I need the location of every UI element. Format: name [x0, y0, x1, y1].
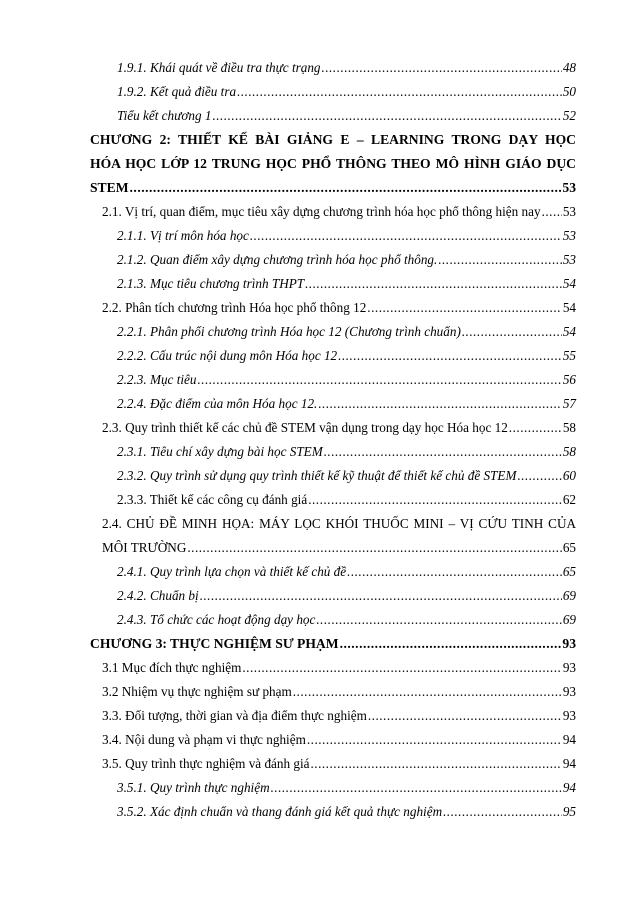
toc-entry-text: 2.2.2. Cấu trúc nội dung môn Hóa học 12 [117, 348, 338, 363]
leader-dots [271, 776, 562, 800]
toc-entry-2-2-4[interactable] [117, 392, 576, 416]
leader-dots [509, 416, 562, 440]
toc-entry-2-2-3[interactable] [117, 368, 576, 392]
leader-dots [318, 392, 561, 416]
toc-entry-text: 3.2 Nhiệm vụ thực nghiệm sư phạm [102, 684, 292, 699]
leader-dots [308, 488, 562, 512]
toc-entry-3-5-2[interactable] [117, 800, 576, 824]
toc-page-number: 62 [562, 492, 576, 507]
toc-entry-text: MÔI TRƯỜNG [102, 540, 187, 555]
toc-page-number: 65 [562, 540, 576, 555]
toc-entry-3-2[interactable] [102, 680, 576, 704]
toc-entry-3-5[interactable] [102, 752, 576, 776]
toc-entry-text: 2.3.2. Quy trình sử dụng quy trình thiết kế kỹ thuật để thiết kế chủ đề STEM [117, 468, 517, 483]
leader-dots [322, 56, 562, 80]
toc-chapter-2-line-1[interactable]: CHƯƠNG 2: THIẾT KẾ BÀI GIẢNG E – LEARNING TRONG DẠY HỌC [90, 132, 576, 147]
toc-entry-2-3-3[interactable] [117, 488, 576, 512]
toc-entry-2-2[interactable] [102, 296, 576, 320]
toc-entry-3-3[interactable] [102, 704, 576, 728]
toc-entry-3-4[interactable] [102, 728, 576, 752]
toc-page-number: 54 [562, 276, 576, 291]
toc-entry-text: 1.9.2. Kết quả điều tra [117, 84, 237, 99]
toc-entry-1-9-2[interactable] [117, 80, 576, 104]
leader-dots [293, 680, 562, 704]
leader-dots [130, 176, 562, 200]
toc-page-number: 53 [562, 252, 576, 267]
leader-dots [242, 656, 561, 680]
toc-entry-text: 2.3.1. Tiêu chí xây dựng bài học STEM [117, 444, 323, 459]
toc-entry-text: 3.5.1. Quy trình thực nghiệm [117, 780, 270, 795]
toc-entry-2-3[interactable] [102, 416, 576, 440]
toc-entry-text: 3.5.2. Xác định chuẩn và thang đánh giá kết quả thực nghiệm [117, 804, 443, 819]
toc-page-number: 53 [562, 204, 576, 219]
toc-entry-3-5-1[interactable] [117, 776, 576, 800]
toc-page-number: 69 [562, 588, 576, 603]
leader-dots [212, 104, 561, 128]
toc-entry-text: 2.2. Phân tích chương trình Hóa học phổ thông 12 [102, 300, 367, 315]
leader-dots [310, 752, 561, 776]
toc-entry-2-1[interactable] [102, 200, 576, 224]
leader-dots [316, 608, 561, 632]
toc-chapter-3[interactable] [90, 632, 576, 656]
toc-entry-2-2-2[interactable] [117, 344, 576, 368]
leader-dots [517, 464, 561, 488]
toc-entry-text: 2.2.4. Đặc điểm của môn Hóa học 12. [117, 396, 318, 411]
toc-entry-text: 2.1.2. Quan điểm xây dựng chương trình hóa học phổ thông. [117, 252, 438, 267]
toc-page-number: 55 [562, 348, 576, 363]
leader-dots [542, 200, 562, 224]
toc-page-number: 53 [562, 228, 576, 243]
toc-entry-text: 2.1.1. Vị trí môn hóa học [117, 228, 249, 243]
toc-page-number: 48 [562, 60, 576, 75]
leader-dots [347, 560, 562, 584]
toc-chapter-2-line-3[interactable] [90, 176, 576, 200]
toc-entry-text: 2.4.1. Quy trình lựa chọn và thiết kế chủ đề [117, 564, 347, 579]
toc-entry-2-1-1[interactable] [117, 224, 576, 248]
toc-entry-text: 2.1.3. Mục tiêu chương trình THPT [117, 276, 305, 291]
leader-dots [443, 800, 562, 824]
toc-page-number: 93 [562, 708, 576, 723]
toc-page-number: 93 [562, 636, 576, 651]
toc-entry-3-1[interactable] [102, 656, 576, 680]
toc-entry-2-4-3[interactable] [117, 608, 576, 632]
toc-page-number: 58 [562, 444, 576, 459]
toc-entry-2-3-1[interactable] [117, 440, 576, 464]
toc-entry-2-4-1[interactable] [117, 560, 576, 584]
toc-entry-text: 1.9.1. Khái quát về điều tra thực trạng [117, 60, 321, 75]
toc-entry-text: STEM [90, 180, 129, 195]
toc-page-number: 94 [562, 756, 576, 771]
toc-page-number: 93 [562, 660, 576, 675]
toc-entry-text: 3.3. Đối tượng, thời gian và địa điểm thực nghiệm [102, 708, 367, 723]
toc-entry-1-9-1[interactable] [117, 56, 576, 80]
toc-page-number: 54 [562, 324, 576, 339]
toc-page-number: 52 [562, 108, 576, 123]
leader-dots [187, 536, 561, 560]
toc-entry-text: 2.1. Vị trí, quan điểm, mục tiêu xây dựng chương trình hóa học phổ thông hiện nay [102, 204, 541, 219]
toc-entry-text: 3.4. Nội dung và phạm vi thực nghiệm [102, 732, 306, 747]
toc-entry-text: Tiểu kết chương 1 [117, 108, 212, 123]
table-of-contents [0, 56, 638, 824]
leader-dots [324, 440, 562, 464]
leader-dots [307, 728, 562, 752]
toc-entry-text: 2.3.3. Thiết kế các công cụ đánh giá [117, 492, 308, 507]
toc-page-number: 58 [562, 420, 576, 435]
toc-page-number: 93 [562, 684, 576, 699]
leader-dots [250, 224, 562, 248]
toc-page-number: 95 [562, 804, 576, 819]
leader-dots [200, 584, 562, 608]
toc-page-number: 54 [562, 300, 576, 315]
leader-dots [438, 248, 562, 272]
toc-page-number: 56 [562, 372, 576, 387]
toc-entry-text: 2.4.3. Tổ chức các hoạt động dạy học [117, 612, 316, 627]
toc-page-number: 60 [562, 468, 576, 483]
toc-entry-2-2-1[interactable] [117, 320, 576, 344]
toc-page-number: 65 [562, 564, 576, 579]
leader-dots [462, 320, 562, 344]
leader-dots [237, 80, 562, 104]
leader-dots [367, 296, 562, 320]
toc-page-number: 50 [562, 84, 576, 99]
toc-entry-text: 2.4.2. Chuẩn bị [117, 588, 199, 603]
toc-entry-text: 3.5. Quy trình thực nghiệm và đánh giá [102, 756, 310, 771]
toc-page-number: 94 [562, 732, 576, 747]
toc-entry-2-1-2[interactable] [117, 248, 576, 272]
toc-page-number: 53 [562, 180, 576, 195]
toc-entry-tieu-ket-1[interactable] [117, 104, 576, 128]
toc-entry-2-1-3[interactable] [117, 272, 576, 296]
toc-entry-text: CHƯƠNG 3: THỰC NGHIỆM SƯ PHẠM [90, 636, 339, 651]
leader-dots [197, 368, 561, 392]
leader-dots [338, 344, 562, 368]
toc-page-number: 69 [562, 612, 576, 627]
toc-entry-2-4-line-1[interactable]: 2.4. CHỦ ĐỀ MINH HỌA: MÁY LỌC KHÓI THUỐC MINI – VỊ CỨU TINH CỦA [102, 516, 576, 531]
toc-entry-text: 2.2.3. Mục tiêu [117, 372, 197, 387]
toc-page-number: 94 [562, 780, 576, 795]
toc-entry-text: 2.3. Quy trình thiết kế các chủ đề STEM vận dụng trong dạy học Hóa học 12 [102, 420, 508, 435]
leader-dots [340, 632, 562, 656]
toc-entry-text: 2.2.1. Phân phối chương trình Hóa học 12 (Chương trình chuẩn) [117, 324, 461, 339]
toc-entry-text: 3.1 Mục đích thực nghiệm [102, 660, 242, 675]
toc-entry-2-4-2[interactable] [117, 584, 576, 608]
toc-entry-2-4-line-2[interactable] [102, 536, 576, 560]
toc-entry-2-3-2[interactable] [117, 464, 576, 488]
toc-chapter-2-line-2[interactable]: HÓA HỌC LỚP 12 TRUNG HỌC PHỔ THÔNG THEO MÔ HÌNH GIÁO DỤC [90, 156, 576, 171]
leader-dots [368, 704, 562, 728]
leader-dots [305, 272, 562, 296]
toc-page-number: 57 [562, 396, 576, 411]
